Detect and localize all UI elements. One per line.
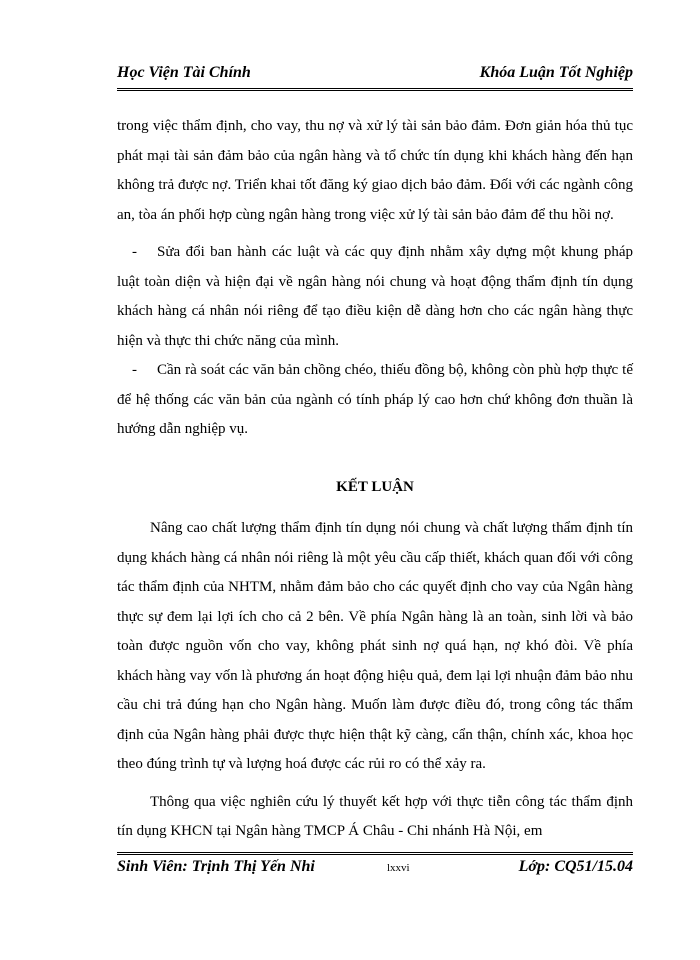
footer-class: Lớp: CQ51/15.04 [518, 858, 633, 875]
footer-student: Sinh Viên: Trịnh Thị Yến Nhi [117, 858, 315, 875]
page-number: lxxvi [387, 862, 410, 874]
bullet-text: Sửa đổi ban hành các luật và các quy định nhằm xây dựng một khung pháp luật toàn diện và hiện đại về ngân hàng nói chung và hoạt động thẩm định tín dụng khách hàng cá nhân nói riêng để tạo điều kiện dễ dàng hơn cho các ngân hàng thực hiện và thực thi chức năng của mình. [117, 244, 633, 349]
bullet-text: Cần rà soát các văn bản chồng chéo, thiếu đồng bộ, không còn phù hợp thực tế để hệ thống các văn bản của ngành có tính pháp lý cao hơn chứ không đơn thuần là hướng dẫn nghiệp vụ. [117, 362, 633, 437]
page-content [117, 112, 633, 847]
header-divider [117, 88, 633, 91]
header-document-type: Khóa Luận Tốt Nghiệp [479, 64, 633, 81]
page-footer [117, 858, 633, 880]
paragraph: Nâng cao chất lượng thẩm định tín dụng nói chung và chất lượng thẩm định tín dụng khách hàng cá nhân nói riêng là một yêu cầu cấp thiết, khách quan đối với công tác thẩm định của NHTM, nhằm đảm bảo cho các quyết định cho vay của Ngân hàng thực sự đem lại lợi ích cho cả 2 bên. Về phía Ngân hàng là an toàn, sinh lời và bảo toàn được nguồn vốn cho vay, không phát sinh nợ quá hạn, nợ khó đòi. Về phía khách hàng vay vốn là phương án hoạt động hiệu quả, đem lại lợi nhuận đảm bảo nhu cầu chi trả đúng hạn cho Ngân hàng. Muốn làm được điều đó, trong công tác thẩm định của Ngân hàng phải được thực hiện thật kỹ càng, cẩn thận, chính xác, khoa học theo đúng trình tự và lượng hoá được các rủi ro có thể xảy ra. [117, 520, 633, 772]
bullet-dash: - [132, 362, 137, 378]
paragraph-continued: trong việc thẩm định, cho vay, thu nợ và xử lý tài sản bảo đảm. Đơn giản hóa thủ tục phát mại tài sản đảm bảo của ngân hàng và tổ chức tín dụng khi khách hàng đến hạn không trả được nợ. Triển khai tốt đăng ký giao dịch bảo đảm. Đối với các ngành công an, tòa án phối hợp cùng ngân hàng trong việc xử lý tài sản bảo đảm để thu hồi nợ. [117, 118, 633, 223]
footer-divider [117, 852, 633, 855]
header-institution: Học Viện Tài Chính [117, 64, 251, 81]
bullet-dash: - [132, 244, 137, 260]
bullet-item [117, 356, 633, 445]
page-header [117, 64, 633, 86]
paragraph: Thông qua việc nghiên cứu lý thuyết kết hợp với thực tiễn công tác thẩm định tín dụng KHCN tại Ngân hàng TMCP Á Châu - Chi nhánh Hà Nội, em [117, 793, 633, 839]
bullet-item [117, 238, 633, 356]
section-heading: KẾT LUẬN [336, 478, 414, 495]
